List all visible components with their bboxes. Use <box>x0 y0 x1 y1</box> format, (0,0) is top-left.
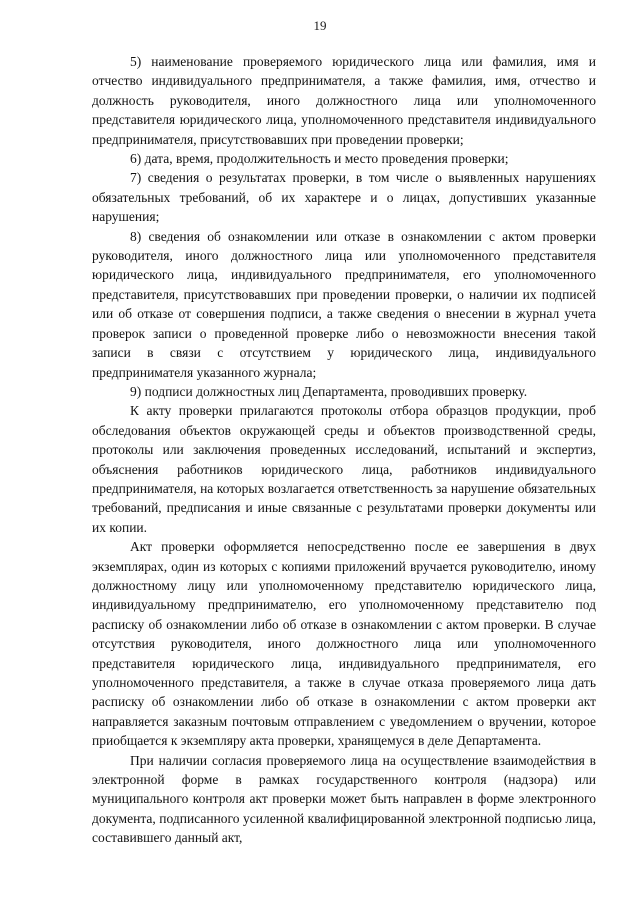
paragraph-item-7: 7) сведения о результатах проверки, в том числе о выявленных нарушениях обязательных требований, об их характере и о лицах, допустивших указанные нарушения; <box>92 170 596 225</box>
page-number: 19 <box>313 18 327 33</box>
paragraph-electronic-form: При наличии согласия проверяемого лица на осуществление взаимодействия в электронной форме в рамках государственного контроля (надзора) или муниципального контроля акт проверки может быть направлен в форме электронного документа, подписанного усиленной квалифицированной электронной подписью лица, составившего данный акт, <box>92 752 596 846</box>
paragraph-item-5: 5) наименование проверяемого юридического лица или фамилия, имя и отчество индивидуального предпринимателя, а также фамилия, имя, отчество и должность руководителя, иного должностного лица или уполномоченного представителя юридического лица, уполномоченного представителя индивидуального предпринимателя, присутствовавших при проведении проверки; <box>92 54 596 147</box>
paragraph-item-9: 9) подписи должностных лиц Департамента, проводивших проверку. <box>130 383 528 399</box>
paragraph-item-8: 8) сведения об ознакомлении или отказе в ознакомлении с актом проверки руководителя, иного должностного лица или уполномоченного представителя юридического лица, индивидуального предпринимателя, его уполномоченного представителя, присутствовавших при проведении проверки, о наличии их подписей или об отказе от совершения подписи, а также сведения о внесении в журнал учета проверок записи о проведенной проверке либо о невозможности внесения такой записи в связи с отсутствием у юридического лица, индивидуального предпринимателя указанного журнала; <box>92 228 596 380</box>
paragraph-act-execution: Акт проверки оформляется непосредственно после ее завершения в двух экземплярах, один из которых с копиями приложений вручается руководителю, иному должностному лицу или уполномоченному представителю юридического лица, индивидуальному предпринимателю, его уполномоченному представителю под расписку об ознакомлении либо об отказе в ознакомлении с актом проверки. В случае отсутствия руководителя, иного должностного лица или уполномоченного представителя юридического лица, индивидуального предпринимателя, его уполномоченного представителя, а также в случае отказа проверяемого лица дать расписку об ознакомлении либо об отказе в ознакомлении с актом проверки акт направляется заказным почтовым отправлением с уведомлением о вручении, которое приобщается к экземпляру акта проверки, хранящемуся в деле Департамента. <box>92 539 596 749</box>
paragraph-item-6: 6) дата, время, продолжительность и место проведения проверки; <box>130 151 509 167</box>
paragraph-attachments: К акту проверки прилагаются протоколы отбора образцов продукции, проб обследования объектов окружающей среды и объектов производственной среды, протоколы или заключения проведенных исследований, испытаний и экспертиз, объяснения работников юридического лица, работников индивидуального предпринимателя, на которых возлагается ответственность за нарушение обязательных требований, предписания и иные связанные с результатами проверки документы или их копии. <box>92 403 596 535</box>
document-body <box>92 52 596 848</box>
